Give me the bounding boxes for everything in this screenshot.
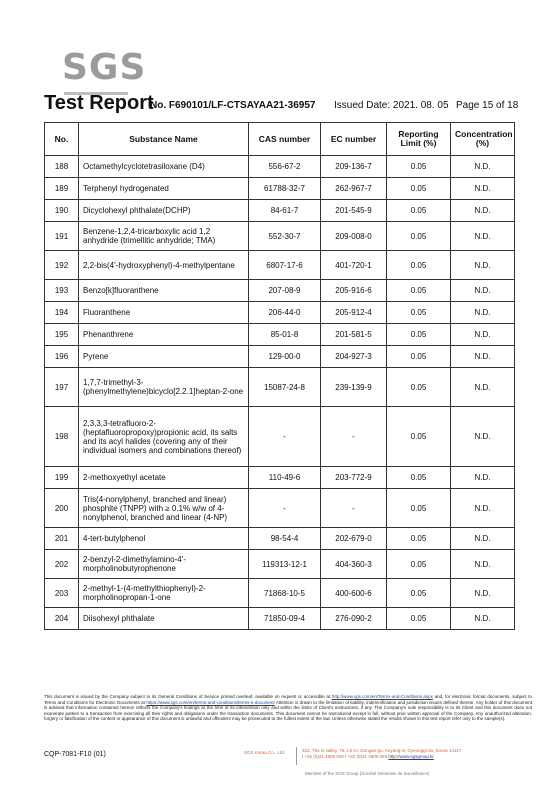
- row-limit: 0.05: [387, 200, 451, 222]
- row-concentration: N.D.: [451, 222, 515, 251]
- row-substance-name: Benzo[k]fluoranthene: [79, 280, 249, 302]
- row-no: 190: [45, 200, 79, 222]
- row-ec: 262-967-7: [321, 178, 387, 200]
- table-header-row: [45, 123, 515, 156]
- table-row: [45, 280, 515, 302]
- disclaimer-text-3: Attention is drawn to the limitation of liability, indemnification and jurisdiction issues defined therein. Any holder of this document is advised that information contained hereon reflects the Company's findings at the time of its intervention only and within the limits of Client's instructions, if any. The Company's sole responsibility is to its Client and this document does not exonerate parties to a transaction from exercising all their rights and obligations under the transaction documents. This document cannot be reproduced except in full, without prior written approval of the Company. Any unauthorized alteration, forgery or falsification of the content or appearance of this document is unlawful and offenders may be prosecuted to the fullest extent of the law. Unless otherwise stated the results shown in this test report refer only to the sample(s).: [44, 699, 532, 722]
- form-code: CQP-7081-F10 (01): [44, 751, 106, 758]
- row-no: 193: [45, 280, 79, 302]
- row-substance-name: Tris(4-nonylphenyl, branched and linear) phosphite (TNPP) with ≥ 0.1% w/w of 4-nonylphenol, branched and linear (4-NP): [79, 489, 249, 528]
- row-ec: 401-720-1: [321, 251, 387, 280]
- row-cas: 207-08-9: [249, 280, 321, 302]
- row-ec: 202-679-0: [321, 528, 387, 550]
- row-concentration: N.D.: [451, 280, 515, 302]
- row-cas: 556-67-2: [249, 156, 321, 178]
- terms-link[interactable]: http://www.sgs.com/en/Terms-and-Conditions.aspx: [331, 694, 433, 699]
- row-concentration: N.D.: [451, 528, 515, 550]
- header-ec-number: EC number: [321, 123, 387, 156]
- row-substance-name: 2,2-bis(4'-hydroxyphenyl)-4-methylpentane: [79, 251, 249, 280]
- row-no: 197: [45, 368, 79, 407]
- header-concentration: Concentration (%): [451, 123, 515, 156]
- row-ec: 400-600-6: [321, 579, 387, 608]
- row-limit: 0.05: [387, 324, 451, 346]
- row-ec: 204-927-3: [321, 346, 387, 368]
- row-no: 196: [45, 346, 79, 368]
- row-cas: -: [249, 407, 321, 467]
- row-substance-name: Octamethylcyclotetrasiloxane (D4): [79, 156, 249, 178]
- company-address: 322, The O valley, 76, LS-ro, Dongan-gu, Anyang-si, Gyeonggi-do, Korea 14117: [302, 748, 462, 753]
- row-substance-name: 2-methyl-1-(4-methylthiophenyl)-2-morpholinopropan-1-one: [79, 579, 249, 608]
- row-concentration: N.D.: [451, 467, 515, 489]
- row-ec: -: [321, 407, 387, 467]
- table-row: [45, 608, 515, 630]
- row-limit: 0.05: [387, 489, 451, 528]
- row-no: 199: [45, 467, 79, 489]
- row-cas: 85-01-8: [249, 324, 321, 346]
- row-no: 195: [45, 324, 79, 346]
- member-statement: Member of the SGS Group (Société Générale de Surveillance): [305, 771, 430, 776]
- row-concentration: N.D.: [451, 608, 515, 630]
- table-row: [45, 222, 515, 251]
- row-cas: 15087-24-8: [249, 368, 321, 407]
- website-link[interactable]: http://www.sgsgroup.kr: [388, 754, 434, 759]
- row-ec: 209-008-0: [321, 222, 387, 251]
- row-concentration: N.D.: [451, 302, 515, 324]
- row-ec: -: [321, 489, 387, 528]
- row-limit: 0.05: [387, 222, 451, 251]
- row-cas: -: [249, 489, 321, 528]
- row-substance-name: Dicyclohexyl phthalate(DCHP): [79, 200, 249, 222]
- row-no: 198: [45, 407, 79, 467]
- row-limit: 0.05: [387, 550, 451, 579]
- row-no: 191: [45, 222, 79, 251]
- table-row: [45, 467, 515, 489]
- company-address-block: [302, 748, 532, 760]
- company-contact: [302, 754, 532, 760]
- row-cas: 71868-10-5: [249, 579, 321, 608]
- e-document-terms-link[interactable]: https://www.sgs.com/en/terms-and-conditions/terms-e-document: [146, 699, 275, 705]
- row-ec: 205-916-6: [321, 280, 387, 302]
- row-limit: 0.05: [387, 407, 451, 467]
- row-substance-name: Benzene-1,2,4-tricarboxylic acid 1,2 anhydride (trimellitic anhydride; TMA): [79, 222, 249, 251]
- row-concentration: N.D.: [451, 324, 515, 346]
- row-concentration: N.D.: [451, 178, 515, 200]
- row-no: 189: [45, 178, 79, 200]
- row-substance-name: Diisohexyl phthalate: [79, 608, 249, 630]
- row-limit: 0.05: [387, 579, 451, 608]
- table-row: [45, 579, 515, 608]
- row-cas: 129-00-0: [249, 346, 321, 368]
- row-limit: 0.05: [387, 368, 451, 407]
- row-ec: 404-360-3: [321, 550, 387, 579]
- row-cas: 552-30-7: [249, 222, 321, 251]
- table-row: [45, 368, 515, 407]
- row-cas: 119313-12-1: [249, 550, 321, 579]
- row-no: 201: [45, 528, 79, 550]
- row-no: 200: [45, 489, 79, 528]
- row-concentration: N.D.: [451, 156, 515, 178]
- disclaimer-text-1: This document is issued by the Company subject to its General Conditions of Service printed overleaf, available on request or accessible at: [44, 694, 331, 699]
- row-ec: 201-581-5: [321, 324, 387, 346]
- row-concentration: N.D.: [451, 346, 515, 368]
- table-row: [45, 200, 515, 222]
- table-row: [45, 550, 515, 579]
- table-row: [45, 407, 515, 467]
- row-substance-name: 1,7,7-trimethyl-3-(phenylmethylene)bicyclo[2.2.1]heptan-2-one: [79, 368, 249, 407]
- row-cas: 110-49-6: [249, 467, 321, 489]
- row-substance-name: 4-tert-butylphenol: [79, 528, 249, 550]
- row-limit: 0.05: [387, 528, 451, 550]
- row-no: 192: [45, 251, 79, 280]
- row-ec: 276-090-2: [321, 608, 387, 630]
- sgs-logo: [62, 47, 147, 92]
- row-no: 203: [45, 579, 79, 608]
- row-concentration: N.D.: [451, 251, 515, 280]
- row-concentration: N.D.: [451, 489, 515, 528]
- row-limit: 0.05: [387, 251, 451, 280]
- row-cas: 84-61-7: [249, 200, 321, 222]
- issued-date: Issued Date: 2021. 08. 05: [334, 100, 449, 111]
- report-title: Test Report: [44, 92, 154, 114]
- row-substance-name: Fluoranthene: [79, 302, 249, 324]
- row-limit: 0.05: [387, 302, 451, 324]
- header-reporting-limit: Reporting Limit (%): [387, 123, 451, 156]
- row-limit: 0.05: [387, 346, 451, 368]
- row-concentration: N.D.: [451, 550, 515, 579]
- legal-disclaimer: [44, 694, 532, 722]
- report-number: No. F690101/LF-CTSAYAA21-36957: [150, 100, 316, 111]
- phone-fax: t +82 (0)31 4600 000 f +82 (0)31 4600 059: [302, 754, 388, 759]
- row-concentration: N.D.: [451, 200, 515, 222]
- footer-divider: [296, 747, 297, 765]
- row-ec: 205-912-4: [321, 302, 387, 324]
- company-name: SGS Korea Co., Ltd.: [244, 750, 286, 755]
- row-cas: 206-44-0: [249, 302, 321, 324]
- row-substance-name: 2-methoxyethyl acetate: [79, 467, 249, 489]
- row-cas: 6807-17-6: [249, 251, 321, 280]
- row-limit: 0.05: [387, 156, 451, 178]
- row-ec: 203-772-9: [321, 467, 387, 489]
- row-concentration: N.D.: [451, 579, 515, 608]
- row-substance-name: 2-benzyl-2-dimethylamino-4'-morpholinobutyrophenone: [79, 550, 249, 579]
- table-row: [45, 251, 515, 280]
- row-concentration: N.D.: [451, 368, 515, 407]
- table-row: [45, 324, 515, 346]
- row-limit: 0.05: [387, 467, 451, 489]
- header-cas-number: CAS number: [249, 123, 321, 156]
- header-substance-name: Substance Name: [79, 123, 249, 156]
- table-row: [45, 302, 515, 324]
- logo-text: SGS: [62, 47, 147, 88]
- row-no: 204: [45, 608, 79, 630]
- row-limit: 0.05: [387, 178, 451, 200]
- row-cas: 98-54-4: [249, 528, 321, 550]
- row-cas: 71850-09-4: [249, 608, 321, 630]
- row-substance-name: 2,3,3,3-tetrafluoro-2-(heptafluoropropoxy)propionic acid, its salts and its acyl halides (covering any of their individual isomers and combinations thereof): [79, 407, 249, 467]
- row-no: 188: [45, 156, 79, 178]
- table-row: [45, 489, 515, 528]
- table-row: [45, 346, 515, 368]
- header-no: No.: [45, 123, 79, 156]
- row-ec: 239-139-9: [321, 368, 387, 407]
- table-row: [45, 528, 515, 550]
- page-number: Page 15 of 18: [456, 100, 519, 111]
- row-substance-name: Pyrene: [79, 346, 249, 368]
- row-concentration: N.D.: [451, 407, 515, 467]
- row-no: 202: [45, 550, 79, 579]
- row-ec: 209-136-7: [321, 156, 387, 178]
- results-table: [44, 122, 515, 630]
- table-row: [45, 156, 515, 178]
- row-substance-name: Phenanthrene: [79, 324, 249, 346]
- row-cas: 61788-32-7: [249, 178, 321, 200]
- row-ec: 201-545-9: [321, 200, 387, 222]
- row-limit: 0.05: [387, 608, 451, 630]
- disclaimer-text-2: and, for electronic format documents, subject to Terms and Conditions for Electronic Documents at: [44, 694, 532, 705]
- row-substance-name: Terphenyl hydrogenated: [79, 178, 249, 200]
- row-limit: 0.05: [387, 280, 451, 302]
- row-no: 194: [45, 302, 79, 324]
- table-row: [45, 178, 515, 200]
